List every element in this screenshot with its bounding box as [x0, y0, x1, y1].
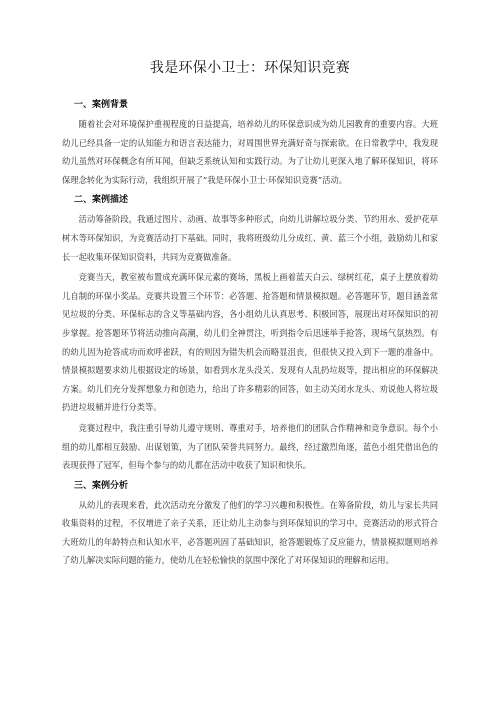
section-heading: 二、案例描述 — [74, 195, 129, 206]
paragraph: 从幼儿的表现来看，此次活动充分激发了他们的学习兴趣和积极性。在筹备阶段，幼儿与家长共同收集资料的过程，不仅增进了亲子关系，还让幼儿主动参与到环保知识的学习中。竞赛活动的形式符合大班幼儿的年龄特点和认知水平，必答题巩固了基础知识，抢答题锻炼了反应能力，情景模拟题则培养了幼儿解决实际问题的能力，使幼儿在轻松愉快的氛围中深化了对环保知识的理解和运用。 — [62, 499, 438, 566]
paragraph: 随着社会对环境保护重视程度的日益提高，培养幼儿的环保意识成为幼儿园教育的重要内容。大班幼儿已经具备一定的认知能力和语言表达能力，对周围世界充满好奇与探索欲。在日常教学中，我发现幼儿虽然对环保概念有所耳闻，但缺乏系统认知和实践行动。为了让幼儿更深入地了解环保知识，将环保理念转化为实际行动，我组织开展了“我是环保小卫士·环保知识竞赛”活动。 — [62, 119, 438, 185]
paragraph: 竞赛当天，教室被布置成充满环保元素的赛场，黑板上画着蓝天白云、绿树红花，桌子上摆放着幼儿自制的环保小奖品。竞赛共设置三个环节：必答题、抢答题和情景模拟题。必答题环节，题目涵盖常见垃圾的分类、环保标志的含义等基础内容，各小组幼儿认真思考、积极回答，展现出对环保知识的初步掌握。抢答题环节将活动推向高潮，幼儿们全神贯注，听到指令后迅速举手抢答，现场气氛热烈。有的幼儿因为抢答成功而欢呼雀跃，有的则因为错失机会而略显沮丧，但很快又投入到下一题的准备中。情景模拟题要求幼儿根据设定的场景，如看到水龙头没关、发现有人乱扔垃圾等，提出相应的环保解决方案。幼儿们充分发挥想象力和创造力，给出了许多精彩的回答，如主动关闭水龙头、劝说他人将垃圾扔进垃圾桶并进行分类等。 — [62, 272, 438, 413]
section-description — [62, 191, 438, 474]
section-background — [62, 96, 438, 189]
document-title: 我是环保小卫士：环保知识竞赛 — [149, 60, 351, 76]
section-analysis — [62, 477, 438, 570]
paragraph: 活动筹备阶段，我通过图片、动画、故事等多种形式，向幼儿讲解垃圾分类、节约用水、爱护花草树木等环保知识，为竞赛活动打下基础。同时，我将班级幼儿分成红、黄、蓝三个小组，鼓励幼儿和家长一起收集环保知识资料，共同为竞赛做准备。 — [62, 214, 438, 262]
document-body — [62, 96, 438, 572]
section-heading: 一、案例背景 — [74, 100, 129, 110]
paragraph: 竞赛过程中，我注重引导幼儿遵守规则、尊重对手，培养他们的团队合作精神和竞争意识。每个小组的幼儿都相互鼓励、出谋划策，为了团队荣誉共同努力。最终，经过激烈角逐，蓝色小组凭借出色的表现获得了冠军，但每个参与的幼儿都在活动中收获了知识和快乐。 — [62, 422, 438, 471]
section-heading: 三、案例分析 — [74, 480, 129, 491]
